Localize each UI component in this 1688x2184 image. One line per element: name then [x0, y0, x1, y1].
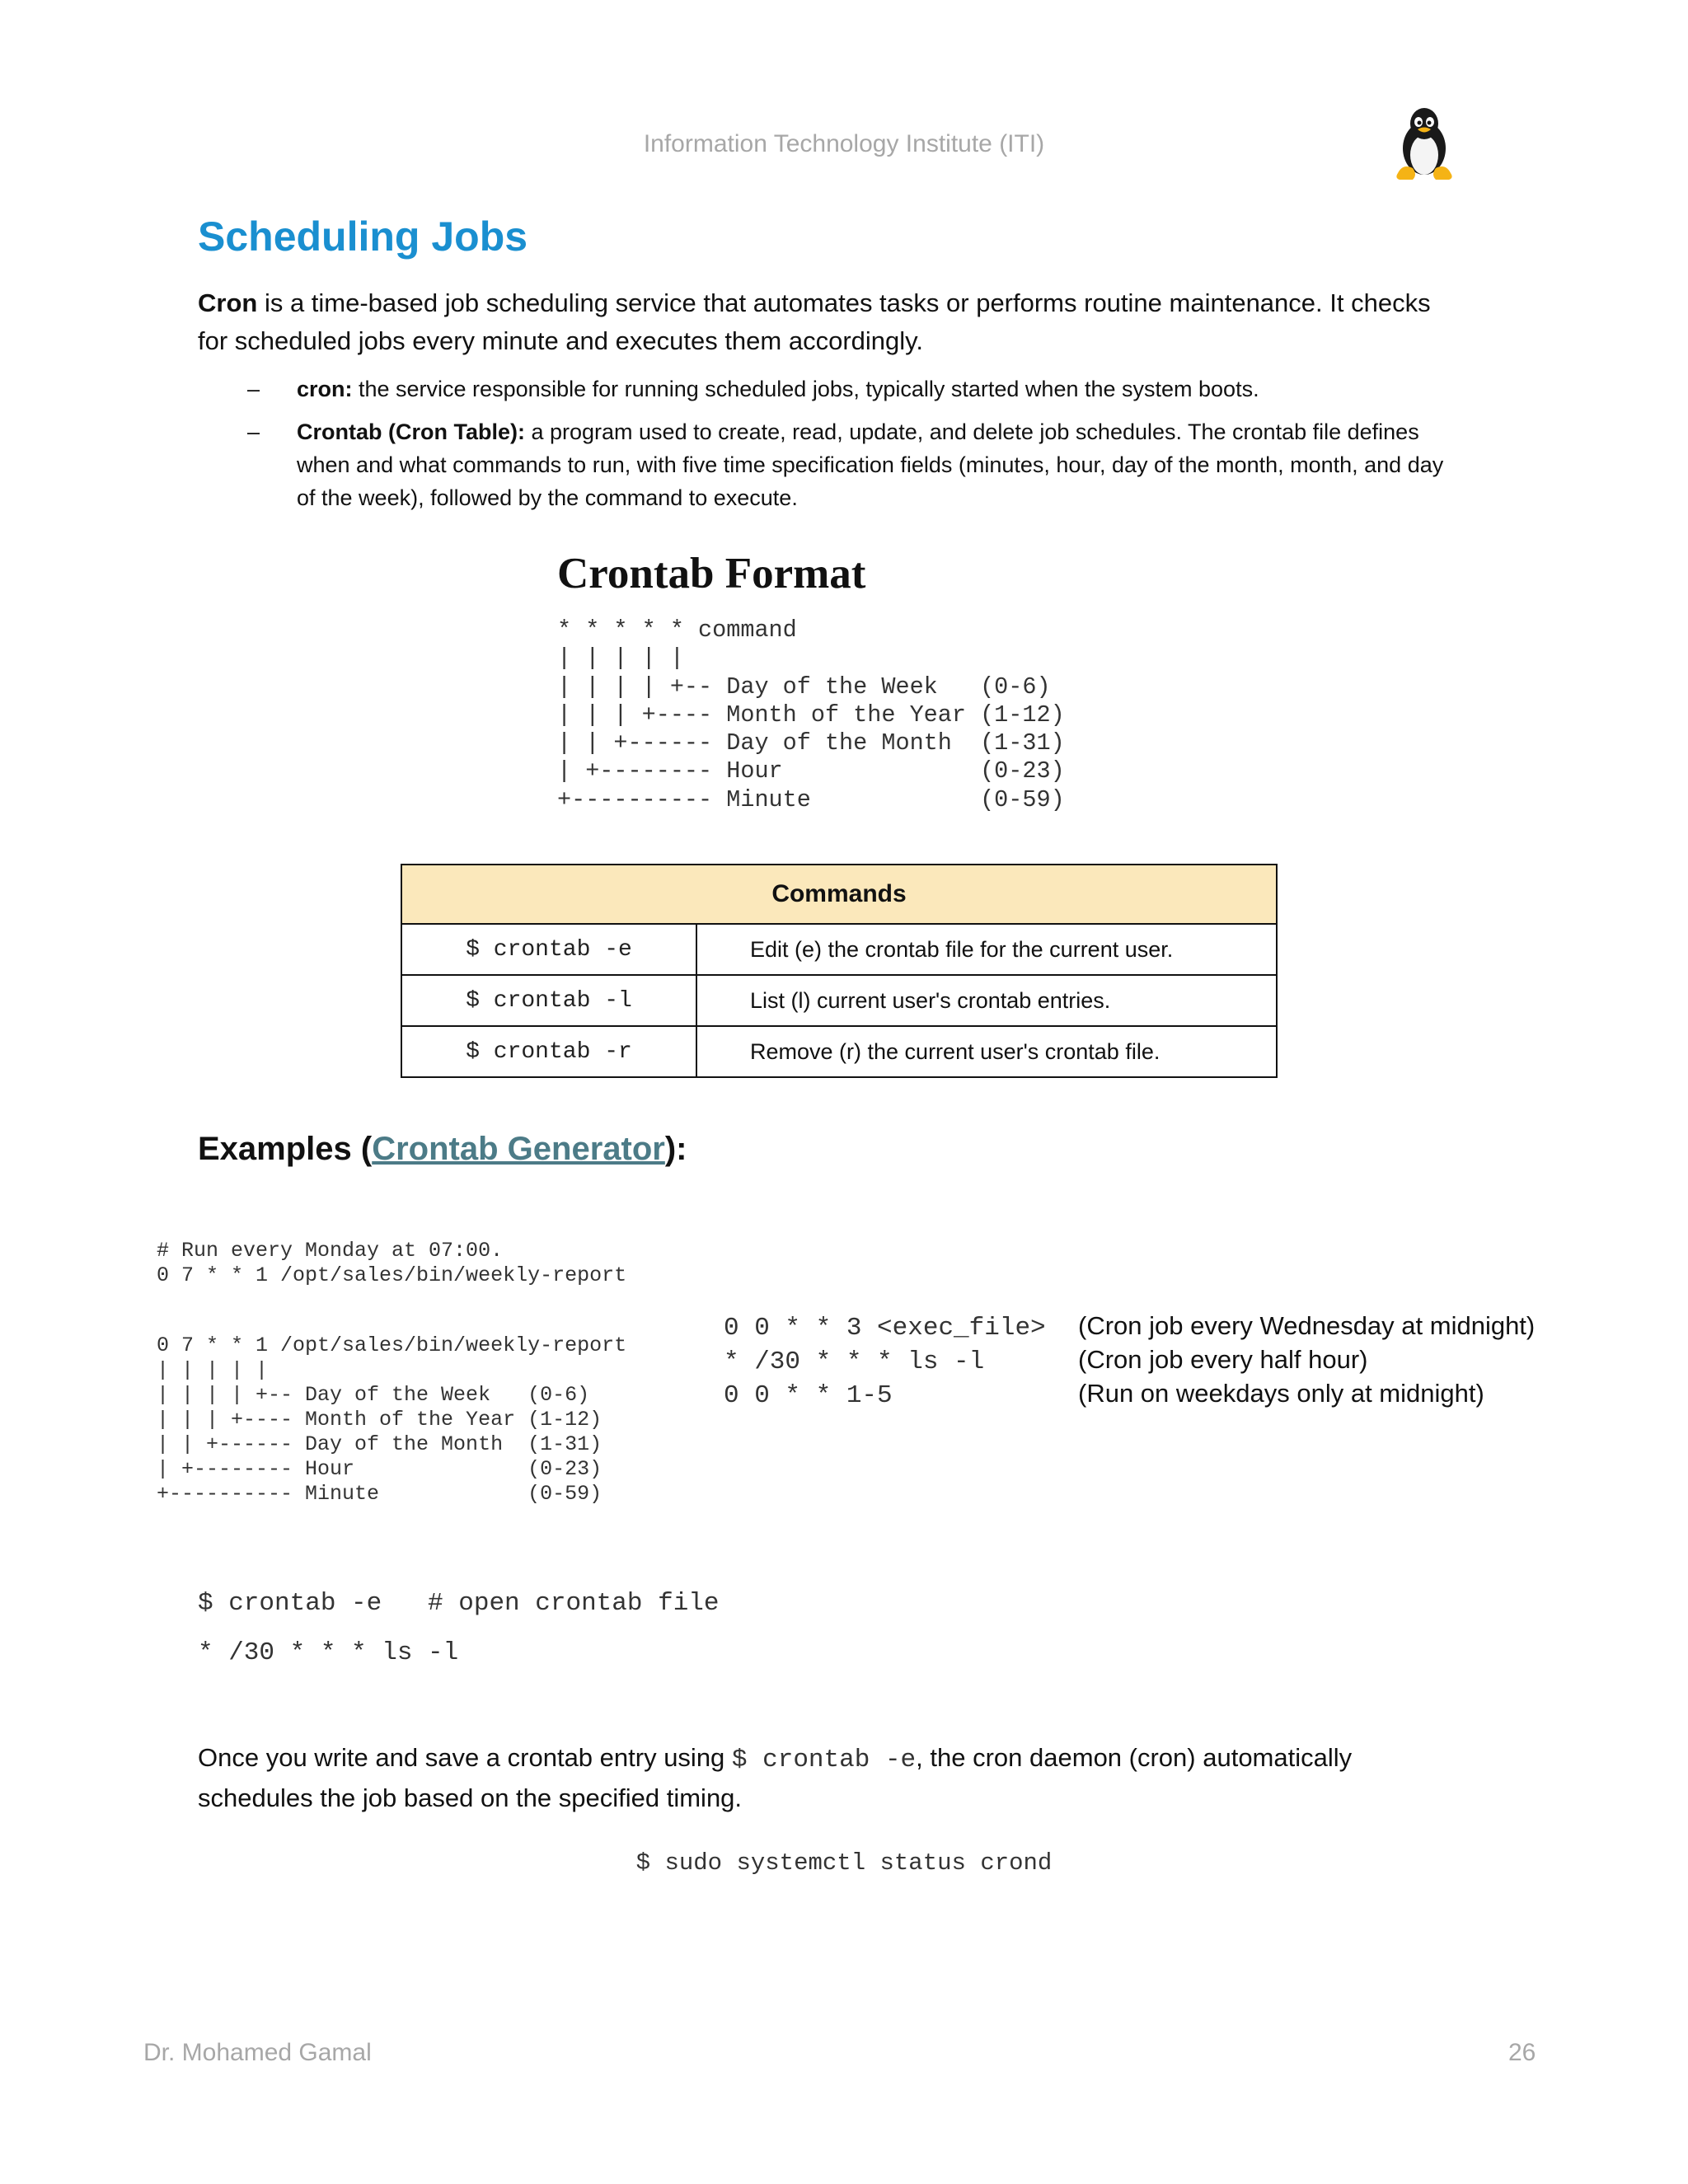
- para-before: Once you write and save a crontab entry using: [198, 1743, 732, 1772]
- intro-term: Cron: [198, 288, 258, 317]
- daemon-paragraph: [198, 1739, 1467, 1817]
- table-row: [401, 924, 1277, 975]
- footer-page-number: 26: [1508, 2039, 1536, 2066]
- list-item: [724, 1376, 1484, 1410]
- intro-paragraph: [198, 284, 1467, 360]
- status-command: $ sudo systemctl status crond: [635, 1849, 1053, 1877]
- example-list: [724, 1309, 1536, 1410]
- command-cell: $ crontab -r: [401, 1026, 696, 1077]
- examples-label: Examples: [198, 1131, 352, 1167]
- header-institute: Information Technology Institute (ITI): [643, 130, 1045, 157]
- bullet-dash: –: [247, 419, 260, 444]
- example-desc: (Cron job every half hour): [1078, 1345, 1368, 1374]
- bullet-term: cron:: [297, 377, 353, 401]
- example-code: 0 0 * * 3 <exec_file>: [724, 1314, 1046, 1343]
- examples-heading: [198, 1131, 687, 1168]
- bullet-dash: –: [247, 377, 260, 401]
- list-item: [724, 1309, 1536, 1343]
- example-comment-snippet: # Run every Monday at 07:00. 0 7 * * 1 /opt/sales/bin/weekly-report: [157, 1239, 627, 1287]
- table-row: [401, 1026, 1277, 1077]
- command-cell: $ crontab -l: [401, 975, 696, 1026]
- page-title: Scheduling Jobs: [198, 213, 528, 260]
- bullet-term: Crontab (Cron Table):: [297, 419, 525, 444]
- description-cell: Edit (e) the crontab file for the current user.: [696, 924, 1277, 975]
- crontab-format-diagram: * * * * * command | | | | | | | | | +-- Day of the Week (0-6) | | | +---- Month of the Year (1-12) | | +------ Day of the Month (1-31) | +-------- Hour (0-23) +---------- Minute (0-59): [557, 616, 1065, 813]
- example-code: * /30 * * * ls -l: [724, 1347, 985, 1376]
- crontab-format-title: Crontab Format: [557, 550, 866, 598]
- command-cell: $ crontab -e: [401, 924, 696, 975]
- intro-text: is a time-based job scheduling service that automates tasks or performs routine maintenance. It checks for scheduled jobs every minute and executes them accordingly.: [198, 288, 1431, 355]
- examples-open-paren: (: [351, 1131, 373, 1167]
- bullet-text: a program used to create, read, update, and delete job schedules. The crontab file defines when and what commands to run, with five time specification fields (minutes, hour, day of the month, month, and day of the week), followed by the command to execute.: [297, 419, 1444, 510]
- description-cell: List (l) current user's crontab entries.: [696, 975, 1277, 1026]
- list-item: [724, 1343, 1368, 1376]
- footer-author: Dr. Mohamed Gamal: [143, 2039, 372, 2066]
- examples-close: ):: [664, 1131, 687, 1167]
- tux-penguin-icon: [1391, 105, 1457, 181]
- para-after: , the cron daemon (cron) automatically schedules the job based on the specified timing.: [198, 1743, 1353, 1812]
- example-desc: (Run on weekdays only at midnight): [1078, 1379, 1484, 1408]
- para-inline-code: $ crontab -e: [731, 1746, 917, 1774]
- example-diagram-snippet: 0 7 * * 1 /opt/sales/bin/weekly-report | | | | | | | | | +-- Day of the Week (0-6) | | | +---- Month of the Year (1-12) | | +------ Day of the Month (1-31) | +-------- Hour (0-23) +---------- Minute (0-59): [157, 1333, 627, 1506]
- commands-table: [401, 864, 1278, 1078]
- crontab-generator-link[interactable]: Crontab Generator: [372, 1131, 665, 1167]
- bullet-text: the service responsible for running scheduled jobs, typically started when the system boots.: [352, 377, 1259, 401]
- table-row: [401, 975, 1277, 1026]
- example-desc: (Cron job every Wednesday at midnight): [1078, 1311, 1536, 1340]
- commands-table-header: Commands: [401, 865, 1277, 924]
- command-line-open: $ crontab -e # open crontab file: [198, 1589, 720, 1618]
- example-code: 0 0 * * 1-5: [724, 1381, 893, 1410]
- command-line-example: * /30 * * * ls -l: [198, 1638, 459, 1667]
- description-cell: Remove (r) the current user's crontab file.: [696, 1026, 1277, 1077]
